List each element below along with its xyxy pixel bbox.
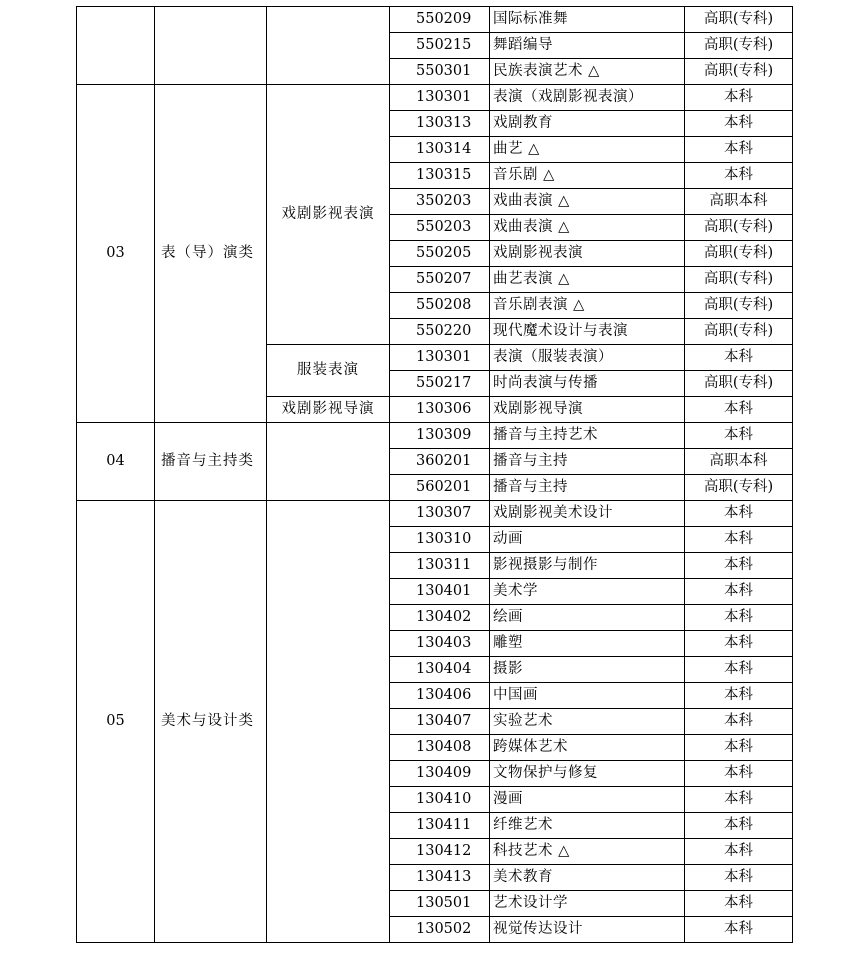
major-code-cell: 130502 — [390, 917, 490, 943]
major-name-cell: 文物保护与修复 — [490, 761, 685, 787]
major-name-cell: 舞蹈编导 — [490, 33, 685, 59]
subgroup-cell: 戏剧影视导演 — [267, 397, 390, 423]
major-name-cell: 纤维艺术 — [490, 813, 685, 839]
level-cell: 本科 — [685, 735, 793, 761]
subgroup-cell: 戏剧影视表演 — [267, 85, 390, 345]
level-cell: 本科 — [685, 631, 793, 657]
major-code-cell: 550220 — [390, 319, 490, 345]
major-name-cell: 中国画 — [490, 683, 685, 709]
level-cell: 本科 — [685, 683, 793, 709]
table-row — [77, 7, 793, 33]
subgroup-cell — [267, 501, 390, 943]
major-name-cell: 曲艺 △ — [490, 137, 685, 163]
major-name-cell: 戏剧影视导演 — [490, 397, 685, 423]
major-name-cell: 现代魔术设计与表演 — [490, 319, 685, 345]
group-code-cell: 03 — [77, 85, 155, 423]
major-code-cell: 130501 — [390, 891, 490, 917]
major-code-cell: 130311 — [390, 553, 490, 579]
major-code-cell: 130314 — [390, 137, 490, 163]
major-code-cell: 130315 — [390, 163, 490, 189]
major-name-cell: 视觉传达设计 — [490, 917, 685, 943]
major-code-cell: 130403 — [390, 631, 490, 657]
major-code-cell: 550301 — [390, 59, 490, 85]
major-code-cell: 550207 — [390, 267, 490, 293]
group-name-cell: 美术与设计类 — [155, 501, 267, 943]
level-cell: 本科 — [685, 917, 793, 943]
major-name-cell: 摄影 — [490, 657, 685, 683]
level-cell: 高职(专科) — [685, 215, 793, 241]
major-code-cell: 130404 — [390, 657, 490, 683]
level-cell: 本科 — [685, 891, 793, 917]
major-name-cell: 播音与主持艺术 — [490, 423, 685, 449]
group-name-cell: 表（导）演类 — [155, 85, 267, 423]
table-row — [77, 85, 793, 111]
level-cell: 本科 — [685, 111, 793, 137]
major-code-cell: 350203 — [390, 189, 490, 215]
group-name-cell — [155, 7, 267, 85]
subgroup-cell — [267, 423, 390, 501]
major-name-cell: 艺术设计学 — [490, 891, 685, 917]
major-code-cell: 130307 — [390, 501, 490, 527]
level-cell: 本科 — [685, 345, 793, 371]
subgroup-cell: 服装表演 — [267, 345, 390, 397]
major-code-cell: 550203 — [390, 215, 490, 241]
major-code-cell: 550215 — [390, 33, 490, 59]
major-name-cell: 民族表演艺术 △ — [490, 59, 685, 85]
level-cell: 本科 — [685, 657, 793, 683]
major-code-cell: 130310 — [390, 527, 490, 553]
level-cell: 本科 — [685, 163, 793, 189]
major-code-cell: 130410 — [390, 787, 490, 813]
major-code-cell: 130412 — [390, 839, 490, 865]
major-name-cell: 表演（服装表演） — [490, 345, 685, 371]
level-cell: 本科 — [685, 605, 793, 631]
level-cell: 高职(专科) — [685, 33, 793, 59]
major-name-cell: 音乐剧 △ — [490, 163, 685, 189]
major-name-cell: 美术教育 — [490, 865, 685, 891]
major-name-cell: 实验艺术 — [490, 709, 685, 735]
level-cell: 本科 — [685, 761, 793, 787]
level-cell: 高职本科 — [685, 449, 793, 475]
major-catalog-table — [76, 6, 793, 943]
level-cell: 高职(专科) — [685, 59, 793, 85]
major-name-cell: 音乐剧表演 △ — [490, 293, 685, 319]
major-name-cell: 美术学 — [490, 579, 685, 605]
major-code-cell: 130406 — [390, 683, 490, 709]
level-cell: 本科 — [685, 85, 793, 111]
major-code-cell: 130401 — [390, 579, 490, 605]
major-code-cell: 130402 — [390, 605, 490, 631]
major-name-cell: 国际标准舞 — [490, 7, 685, 33]
level-cell: 本科 — [685, 423, 793, 449]
level-cell: 本科 — [685, 709, 793, 735]
major-code-cell: 130407 — [390, 709, 490, 735]
group-code-cell — [77, 7, 155, 85]
level-cell: 本科 — [685, 397, 793, 423]
level-cell: 本科 — [685, 865, 793, 891]
major-name-cell: 戏剧影视美术设计 — [490, 501, 685, 527]
level-cell: 高职(专科) — [685, 319, 793, 345]
major-code-cell: 130408 — [390, 735, 490, 761]
major-name-cell: 戏曲表演 △ — [490, 189, 685, 215]
level-cell: 高职(专科) — [685, 293, 793, 319]
group-name-cell: 播音与主持类 — [155, 423, 267, 501]
major-code-cell: 130301 — [390, 345, 490, 371]
level-cell: 本科 — [685, 553, 793, 579]
level-cell: 本科 — [685, 839, 793, 865]
level-cell: 本科 — [685, 527, 793, 553]
major-name-cell: 戏剧教育 — [490, 111, 685, 137]
level-cell: 本科 — [685, 787, 793, 813]
major-name-cell: 动画 — [490, 527, 685, 553]
major-name-cell: 时尚表演与传播 — [490, 371, 685, 397]
major-code-cell: 560201 — [390, 475, 490, 501]
major-name-cell: 跨媒体艺术 — [490, 735, 685, 761]
major-name-cell: 曲艺表演 △ — [490, 267, 685, 293]
group-code-cell: 05 — [77, 501, 155, 943]
major-code-cell: 130309 — [390, 423, 490, 449]
level-cell: 高职(专科) — [685, 267, 793, 293]
major-code-cell: 550205 — [390, 241, 490, 267]
level-cell: 高职本科 — [685, 189, 793, 215]
level-cell: 本科 — [685, 579, 793, 605]
major-name-cell: 科技艺术 △ — [490, 839, 685, 865]
level-cell: 高职(专科) — [685, 371, 793, 397]
major-code-cell: 550217 — [390, 371, 490, 397]
table-row — [77, 423, 793, 449]
major-code-cell: 130306 — [390, 397, 490, 423]
major-code-cell: 550209 — [390, 7, 490, 33]
major-code-cell: 130301 — [390, 85, 490, 111]
major-catalog-table-container — [76, 6, 793, 943]
major-name-cell: 播音与主持 — [490, 475, 685, 501]
major-name-cell: 绘画 — [490, 605, 685, 631]
major-name-cell: 播音与主持 — [490, 449, 685, 475]
subgroup-cell — [267, 7, 390, 85]
major-name-cell: 戏剧影视表演 — [490, 241, 685, 267]
major-code-cell: 550208 — [390, 293, 490, 319]
major-name-cell: 影视摄影与制作 — [490, 553, 685, 579]
major-code-cell: 130413 — [390, 865, 490, 891]
level-cell: 高职(专科) — [685, 7, 793, 33]
level-cell: 本科 — [685, 813, 793, 839]
level-cell: 本科 — [685, 137, 793, 163]
table-row — [77, 501, 793, 527]
major-name-cell: 雕塑 — [490, 631, 685, 657]
major-code-cell: 130411 — [390, 813, 490, 839]
level-cell: 高职(专科) — [685, 475, 793, 501]
major-name-cell: 表演（戏剧影视表演） — [490, 85, 685, 111]
major-code-cell: 360201 — [390, 449, 490, 475]
major-code-cell: 130409 — [390, 761, 490, 787]
major-name-cell: 漫画 — [490, 787, 685, 813]
major-code-cell: 130313 — [390, 111, 490, 137]
group-code-cell: 04 — [77, 423, 155, 501]
major-name-cell: 戏曲表演 △ — [490, 215, 685, 241]
level-cell: 高职(专科) — [685, 241, 793, 267]
level-cell: 本科 — [685, 501, 793, 527]
